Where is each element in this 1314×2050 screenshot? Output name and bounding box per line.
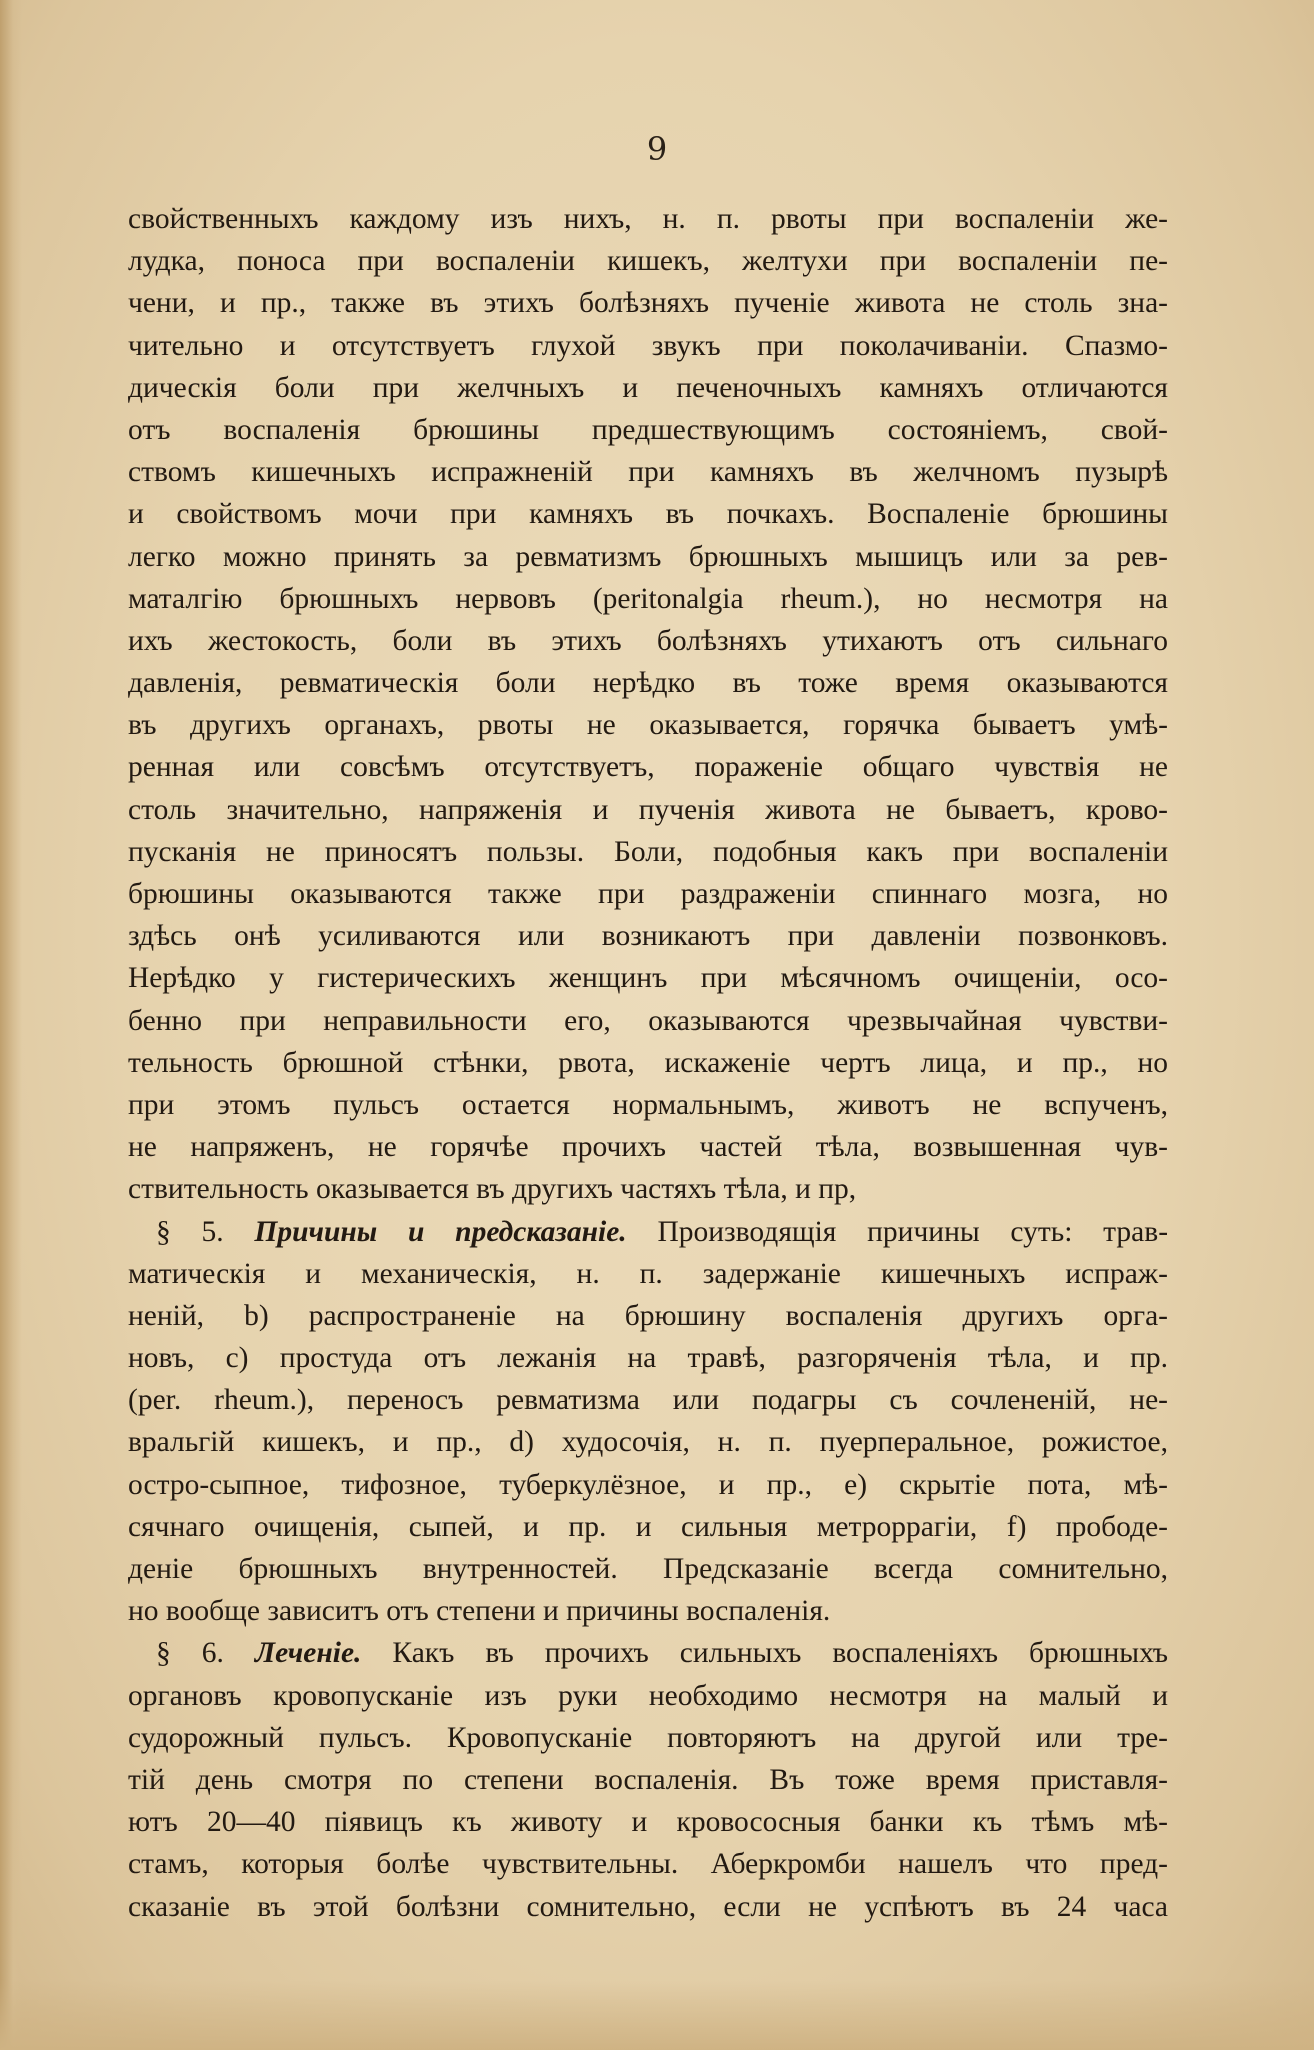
text-line: въ другихъ органахъ, рвоты не оказывается, горячка бываетъ умѣ- — [128, 709, 1168, 742]
text-line: бенно при неправильности его, оказываются чрезвычайная чувстви- — [128, 1004, 1168, 1037]
text-line: деніе брюшныхъ внутренностей. Предсказаніе всегда сомнительно, — [128, 1553, 1168, 1585]
text-line: чени, и пр., также въ этихъ болѣзняхъ пученіе живота не столь зна- — [128, 287, 1168, 320]
text-line: маталгію брюшныхъ нервовъ (peritonalgia rheum.), но несмотря на — [128, 582, 1168, 615]
section-6-marker: § 6. — [156, 1637, 224, 1670]
page-number: 9 — [646, 130, 668, 168]
text-line: отъ воспаленія брюшины предшествующимъ состояніемъ, свой- — [128, 413, 1168, 446]
text-line: сказаніе въ этой болѣзни сомнительно, если не успѣютъ въ 24 часа — [128, 1890, 1168, 1923]
text-line: новъ, c) простуда отъ лежанія на травѣ, разгоряченія тѣла, и пр. — [128, 1342, 1168, 1375]
text-line: пусканія не приносятъ пользы. Боли, подобныя какъ при воспаленіи — [128, 835, 1168, 868]
text-line: и свойствомъ мочи при камняхъ въ почкахъ. Воспаленіе брюшины — [128, 498, 1168, 531]
page-bottom-shadow — [0, 1980, 1314, 2050]
text-line: Нерѣдко у гистерическихъ женщинъ при мѣсячномъ очищеніи, осо- — [128, 962, 1168, 995]
section-5-first-line — [128, 1211, 1168, 1253]
text-line: ствомъ кишечныхъ испражненій при камняхъ въ желчномъ пузырѣ — [128, 456, 1168, 489]
text-line: лудка, поноса при воспаленіи кишекъ, желтухи при воспаленіи пе- — [128, 245, 1168, 278]
text-line: ихъ жестокость, боли въ этихъ болѣзняхъ утихаютъ отъ сильнаго — [128, 624, 1168, 657]
text-line: столь значительно, напряженія и пученія живота не бываетъ, крово- — [128, 793, 1168, 826]
text-line: органовъ кровопусканіе изъ руки необходимо несмотря на малый и — [128, 1679, 1168, 1712]
text-line: при этомъ пульсъ остается нормальнымъ, животъ не вспученъ, — [128, 1088, 1168, 1121]
text-line: сячнаго очищенія, сыпей, и пр. и сильныя метроррагіи, f) прободе- — [128, 1510, 1168, 1543]
body-text — [128, 198, 1168, 1928]
text-line: дическія боли при желчныхъ и печеночныхъ камняхъ отличаются — [128, 371, 1168, 404]
text-line: матическія и механическія, н. п. задержаніе кишечныхъ испраж- — [128, 1257, 1168, 1290]
text-line: не напряженъ, не горячѣе прочихъ частей тѣла, возвышенная чув- — [128, 1131, 1168, 1164]
text-line: ютъ 20—40 піявицъ къ животу и кровососныя банки къ тѣмъ мѣ- — [128, 1806, 1168, 1839]
section-6-first-line — [128, 1632, 1168, 1674]
section-5-heading: Причины и предсказаніе. — [254, 1215, 627, 1248]
text-line: свойственныхъ каждому изъ нихъ, н. п. рвоты при воспаленіи же- — [128, 203, 1168, 235]
section-5-first-line-text: Производящія причины суть: трав- — [657, 1215, 1169, 1248]
text-line: здѣсь онѣ усиливаются или возникаютъ при давленіи позвонковъ. — [128, 920, 1168, 953]
text-line: остро-сыпное, тифозное, туберкулёзное, и пр., e) скрытіе пота, мѣ- — [128, 1468, 1168, 1501]
section-6-heading: Леченіе. — [254, 1637, 362, 1670]
page-edge-shadow — [0, 0, 22, 2050]
text-line: судорожный пульсъ. Кровопусканіе повторяютъ на другой или тре- — [128, 1721, 1168, 1754]
text-line: ренная или совсѣмъ отсутствуетъ, пораженіе общаго чувствія не — [128, 751, 1168, 784]
text-line: легко можно принять за ревматизмъ брюшныхъ мышицъ или за рев- — [128, 540, 1168, 573]
text-line: ствительность оказывается въ другихъ частяхъ тѣла, и пр, — [128, 1173, 857, 1206]
text-line: вральгій кишекъ, и пр., d) худосочія, н. п. пуерперальное, рожистое, — [128, 1426, 1168, 1459]
section-6-first-line-text: Какъ въ прочихъ сильныхъ воспаленіяхъ брюшныхъ — [392, 1637, 1168, 1670]
text-line: но вообще зависитъ отъ степени и причины воспаленія. — [128, 1595, 831, 1628]
text-line: брюшины оказываются также при раздраженіи спиннаго мозга, но — [128, 878, 1168, 910]
text-line: чительно и отсутствуетъ глухой звукъ при поколачиваніи. Спазмо- — [128, 329, 1168, 362]
section-5-marker: § 5. — [156, 1215, 224, 1248]
text-line: (per. rheum.), переносъ ревматизма или подагры съ сочлененій, не- — [128, 1384, 1168, 1417]
text-line: давленія, ревматическія боли нерѣдко въ тоже время оказываются — [128, 667, 1168, 700]
text-line: стамъ, которыя болѣе чувствительны. Аберкромби нашелъ что пред- — [128, 1848, 1168, 1881]
text-line: тій день смотря по степени воспаленія. Въ тоже время приставля- — [128, 1763, 1168, 1796]
text-line: тельность брюшной стѣнки, рвота, искаженіе чертъ лица, и пр., но — [128, 1046, 1168, 1079]
text-line: неній, b) распространеніе на брюшину воспаленія другихъ орга- — [128, 1299, 1168, 1332]
